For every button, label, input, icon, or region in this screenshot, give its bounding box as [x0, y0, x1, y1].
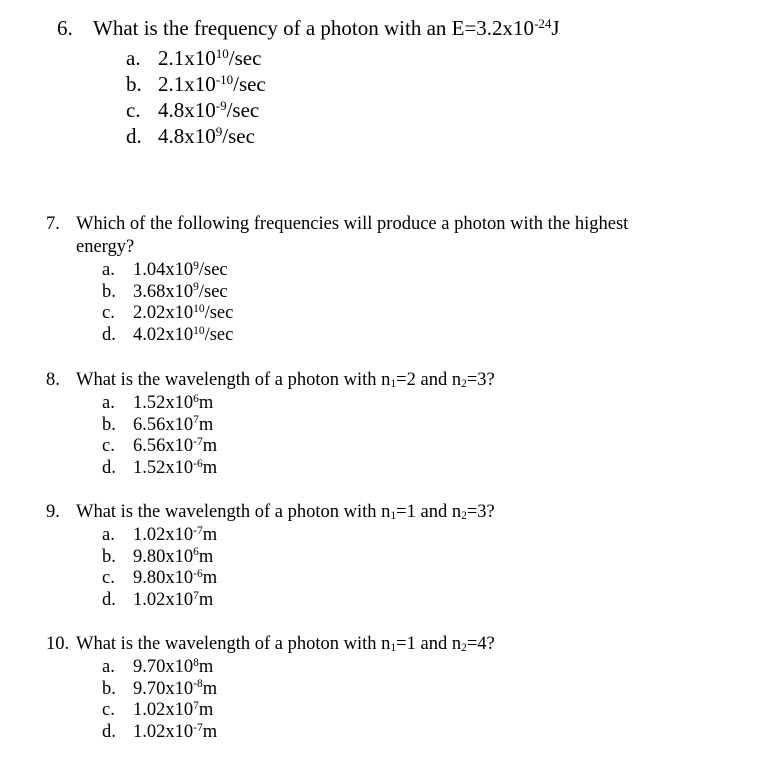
- answer-choice-c[interactable]: c. $1.02x10^7m$: [102, 700, 214, 721]
- question-7: [46, 214, 628, 347]
- answer-choice-a[interactable]: a. $1.52x10^6m$: [102, 392, 214, 413]
- question-text: What is the wavelength of a photon with $n_1=1$ and $n_2=4$?: [76, 634, 495, 655]
- question-text: What is the wavelength of a photon with $n_1=2$ and $n_2=3$?: [76, 370, 495, 391]
- answer-choice-a[interactable]: a. $1.04x10^9/\sec$: [102, 259, 228, 280]
- answer-choice-b[interactable]: b. $9.80x10^6m$: [102, 546, 214, 567]
- answer-choice-d[interactable]: d. $1.52x10^{-6}m$: [102, 457, 218, 479]
- question-number: 7.: [46, 214, 60, 234]
- question-9-prompt: [46, 502, 495, 525]
- answer-choice-d[interactable]: d. $1.02x10^{-7}m$: [102, 721, 218, 743]
- answer-choice-b[interactable]: b. $6.56x10^7m$: [102, 414, 214, 435]
- question-9: [46, 502, 495, 612]
- question-8-prompt: [46, 370, 495, 393]
- question-text: What is the wavelength of a photon with $n_1=1$ and $n_2=3$?: [76, 502, 495, 523]
- answer-choices: [102, 525, 495, 612]
- answer-choices: [102, 393, 495, 480]
- question-6: [57, 16, 560, 150]
- question-number: 6.: [57, 16, 73, 40]
- question-7-prompt: [46, 214, 628, 237]
- question-text: Which of the following frequencies will produce a photon with the highest: [76, 214, 629, 234]
- answer-choice-b[interactable]: b. $9.70x10^{-8}m$: [102, 678, 218, 699]
- answer-choice-c[interactable]: c. $6.56x10^{-7}m$: [102, 436, 218, 457]
- question-text-continued: energy?: [76, 237, 135, 257]
- answer-choices: [102, 260, 628, 347]
- question-number: 9.: [46, 502, 60, 522]
- question-text: What is the frequency of a photon with an $E=3.2x10^{-24}J$: [93, 15, 560, 40]
- question-number: 10.: [46, 634, 70, 654]
- answer-choice-d[interactable]: d. $4.02x10^{10}/\sec$: [102, 324, 234, 346]
- question-10: [46, 634, 495, 744]
- answer-choice-a[interactable]: a. $9.70x10^8m$: [102, 656, 214, 677]
- answer-choice-a[interactable]: a. $1.02x10^{-7}m$: [102, 524, 218, 545]
- answer-choice-b[interactable]: b. $3.68x10^9/\sec$: [102, 281, 228, 302]
- question-8: [46, 370, 495, 480]
- answer-choice-c[interactable]: c. $4.8x10^{-9}/\sec$: [126, 97, 260, 122]
- answer-choices: [102, 657, 495, 744]
- answer-choice-b[interactable]: b. $2.1x10^{-10}/\sec$: [126, 71, 266, 96]
- question-10-prompt: [46, 634, 495, 657]
- answer-choice-a[interactable]: a. $2.1x10^{10}/\sec$: [126, 45, 262, 70]
- answer-choice-d[interactable]: d. $4.8x10^9/\sec$: [126, 123, 255, 148]
- answer-choice-d[interactable]: d. $1.02x10^7m$: [102, 589, 214, 611]
- question-6-prompt: [57, 16, 560, 46]
- question-number: 8.: [46, 370, 60, 390]
- answer-choices: [126, 46, 560, 150]
- answer-choice-c[interactable]: c. $9.80x10^{-6}m$: [102, 568, 218, 589]
- answer-choice-c[interactable]: c. $2.02x10^{10}/\sec$: [102, 303, 234, 324]
